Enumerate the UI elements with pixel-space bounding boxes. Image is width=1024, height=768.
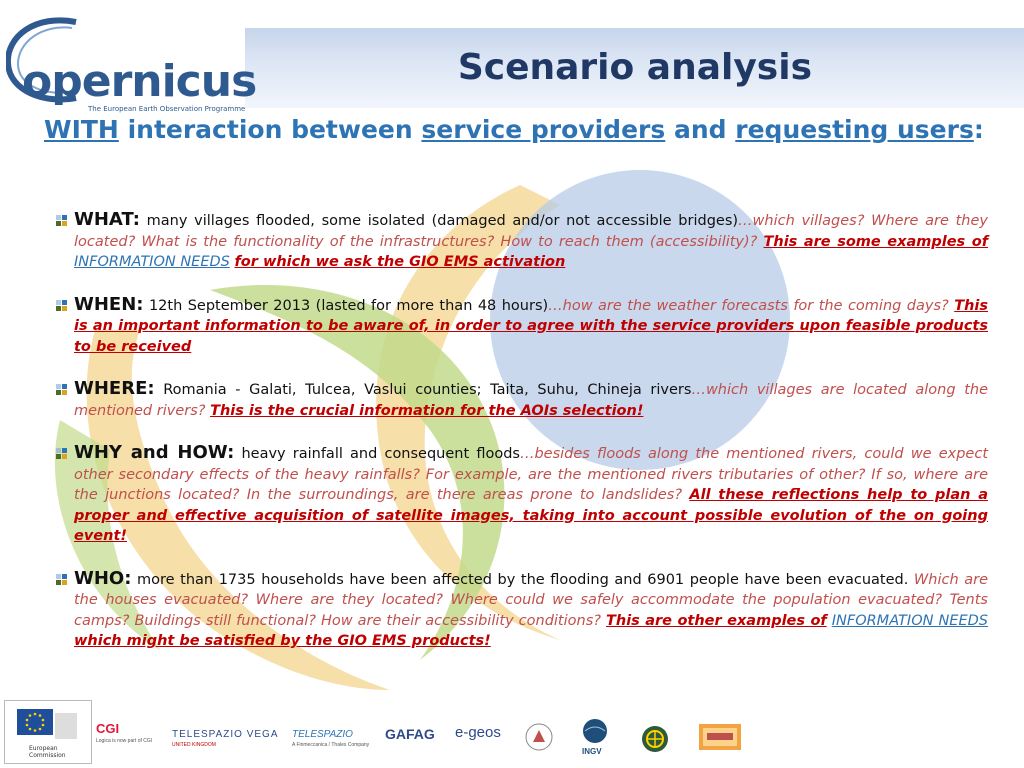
bullet-label: WHO:	[74, 567, 132, 589]
egeos-logo	[455, 724, 501, 742]
bullet-label: WHAT:	[74, 209, 140, 230]
cgi-text: CGI	[96, 721, 120, 736]
partner-badge-icon	[699, 724, 741, 750]
bullet-label: WHERE:	[74, 378, 155, 399]
bullet-body: more than 1735 households have been affected by the flooding and 6901 people have been evacuated.	[137, 571, 909, 588]
bullet-square-icon	[56, 215, 68, 227]
bullet-when	[56, 295, 988, 358]
bullet-list	[56, 210, 988, 674]
subtitle-with: WITH	[44, 115, 119, 144]
telespazio-vega-subtext: UNITED KINGDOM	[172, 742, 216, 748]
bullet-question: …how are the weather forecasts for the coming days?	[548, 297, 949, 314]
cgi-subtext: Logica is now part of CGI	[96, 738, 153, 744]
ingv-globe-icon	[582, 718, 608, 744]
bullet-square-icon	[56, 384, 68, 396]
ingv-logo	[582, 718, 608, 756]
bullet-body: many villages flooded, some isolated (damaged and/or not accessible bridges)	[146, 213, 739, 229]
bullet-question: …which villages? Where are they located? What is the functionality of the infrastructures? How to reach them (accessibility)?	[74, 213, 988, 250]
subtitle-colon: :	[973, 115, 984, 144]
gafag-text: GAFAG	[385, 726, 435, 742]
logo-subtitle: The European Earth Observation Programme	[88, 105, 246, 113]
subtitle-requesting-users: requesting users	[735, 115, 974, 144]
page-title: Scenario analysis	[457, 47, 812, 88]
egeos-text: e-geos	[455, 724, 501, 741]
bullet-question: …besides floods along the mentioned rivers, could we expect other secondary effects of the heavy rainfalls? For example, are the mentioned rivers tributaries of other? If so, where are the junctions located? In the surroundings, are there areas prone to landslides?	[74, 446, 988, 503]
ec-label: European Commission	[29, 745, 66, 759]
bullet-highlight-pre: This are other examples of	[605, 612, 827, 629]
partner-seal-icon	[640, 724, 670, 754]
bullet-highlight: This is the crucial information for the AOIs selection!	[210, 402, 644, 419]
bullet-label: WHY and HOW:	[74, 442, 235, 463]
bullet-question: Which are the houses evacuated? Where are they located? Where could we safely accommodate the population evacuated? Tents camps? Buildings still functional? How are their accessibility conditions?	[74, 571, 988, 629]
eu-flag-icon	[17, 705, 77, 745]
european-commission-logo	[4, 700, 92, 764]
partner-emblem-icon	[524, 722, 554, 752]
bullet-square-icon	[56, 574, 68, 586]
bullet-what	[56, 210, 988, 273]
bullet-square-icon	[56, 300, 68, 312]
bullet-body: heavy rainfall and consequent floods	[241, 446, 520, 462]
bullet-body: 12th September 2013 (lasted for more than 48 hours)	[148, 297, 549, 314]
bullet-highlight-pre: This are some examples of	[763, 233, 988, 250]
subtitle-service-providers: service providers	[421, 115, 666, 144]
copernicus-logo	[6, 14, 257, 113]
telespazio-vega-logo	[172, 724, 279, 748]
bullet-why-how	[56, 443, 988, 547]
bullet-info-needs: INFORMATION NEEDS	[831, 612, 989, 629]
telespazio-logo	[292, 724, 369, 748]
bullet-highlight-post: which might be satisfied by the GIO EMS products!	[74, 633, 491, 649]
bullet-where	[56, 379, 988, 421]
bullet-highlight: All these reflections help to plan a proper and effective acquisition of satellite images, taking into account possible evolution of the on going event!	[74, 487, 988, 544]
bullet-label: WHEN:	[74, 293, 144, 315]
logo-text: opernicus	[22, 56, 257, 107]
telespazio-vega-text: TELESPAZIO VEGA	[172, 729, 279, 740]
bullet-highlight: This is an important information to be aware of, in order to agree with the service providers upon feasible products to be received	[74, 297, 989, 355]
subtitle-and: and	[673, 115, 727, 144]
slide-subtitle	[44, 113, 988, 147]
bullet-question: …which villages are located along the mentioned rivers?	[74, 382, 988, 419]
bullet-highlight-post: for which we ask the GIO EMS activation	[234, 254, 566, 270]
telespazio-text: TELESPAZIO	[292, 729, 353, 740]
telespazio-subtext: A Finmeccanica / Thales Company	[292, 742, 370, 748]
footer-logos	[0, 700, 1024, 768]
cgi-logo	[96, 720, 152, 744]
bullet-info-needs: INFORMATION NEEDS	[74, 254, 230, 270]
gafag-logo	[385, 726, 435, 744]
subtitle-interaction: interaction between	[127, 115, 413, 144]
bullet-square-icon	[56, 448, 68, 460]
bullet-body: Romania - Galati, Tulcea, Vaslui counties; Taita, Suhu, Chineja rivers	[163, 382, 692, 398]
bullet-who	[56, 569, 988, 652]
ingv-text: INGV	[582, 747, 602, 756]
